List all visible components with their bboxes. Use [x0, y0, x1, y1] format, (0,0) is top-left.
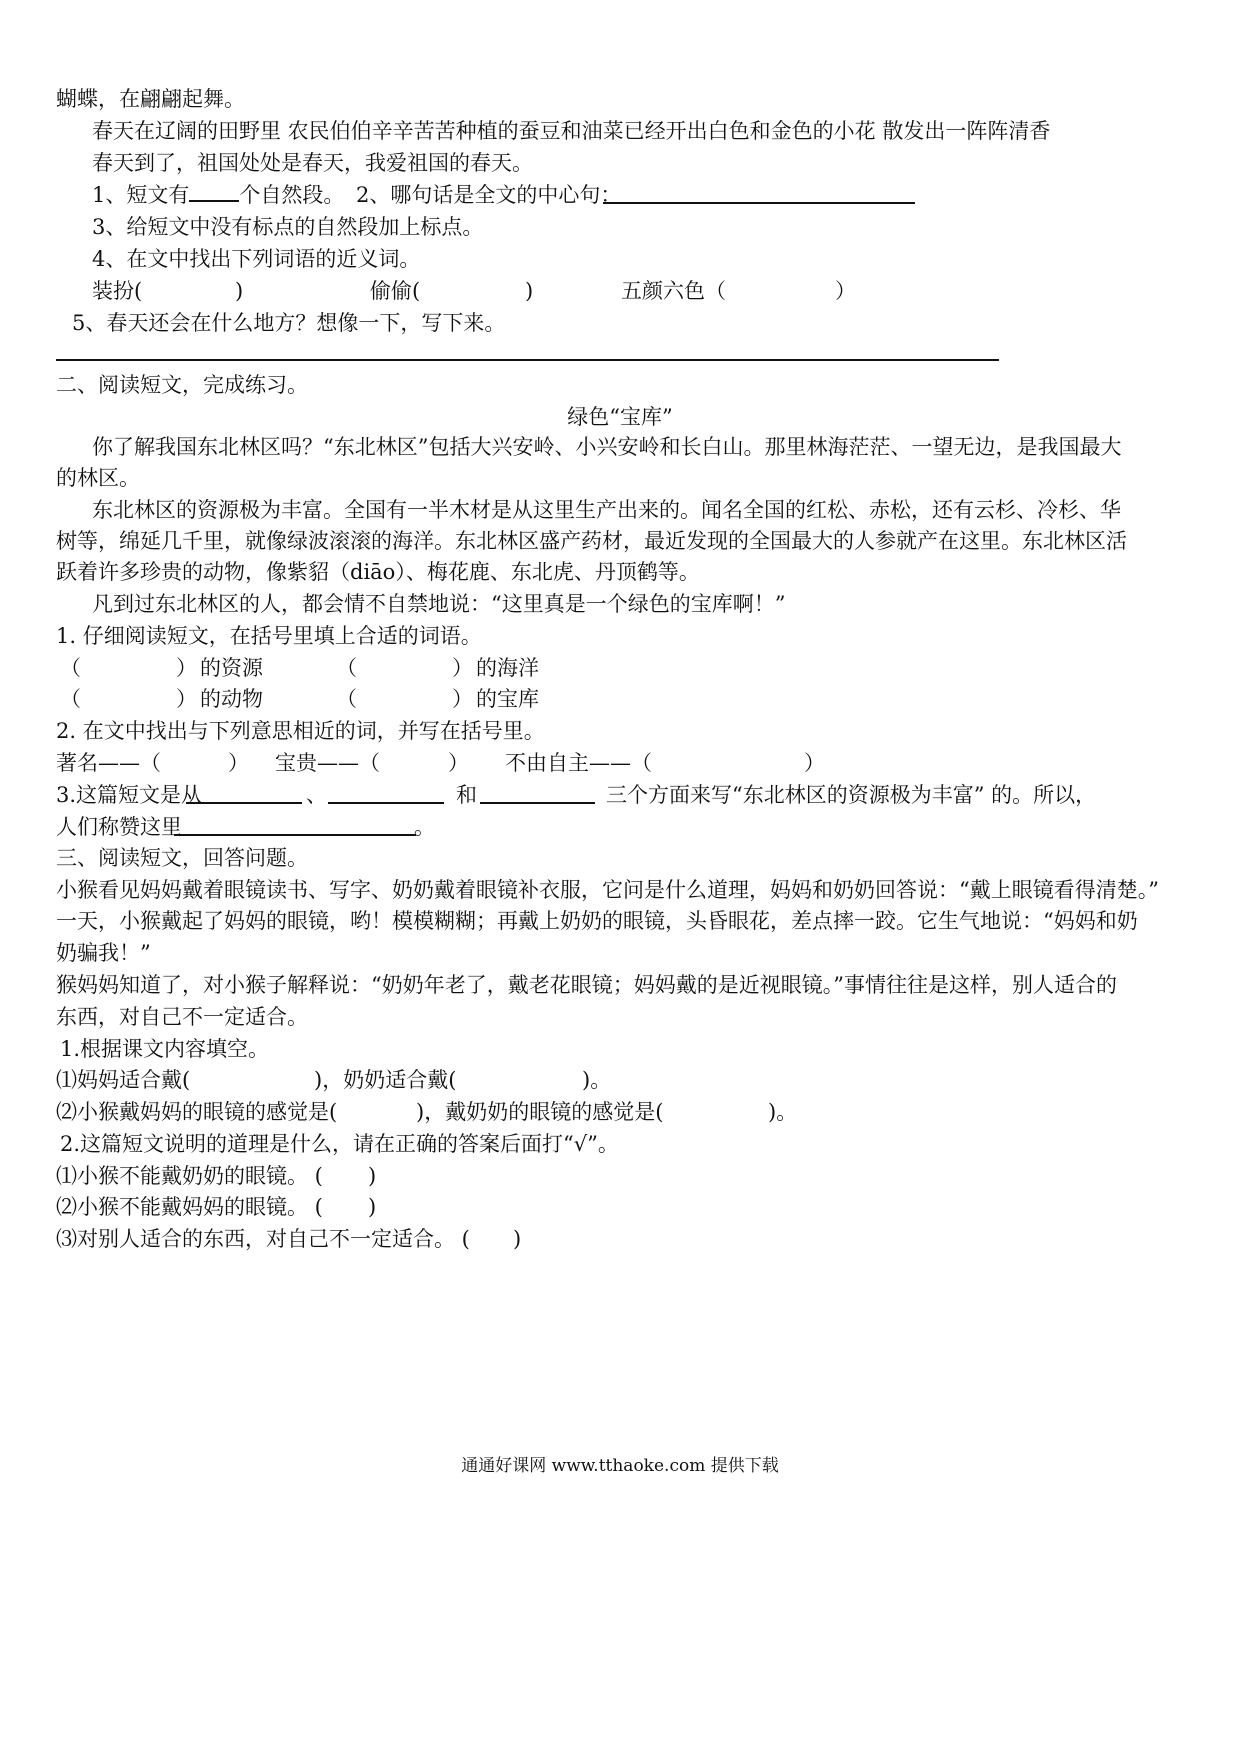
answer-line[interactable] [603, 202, 915, 204]
answer-line[interactable] [480, 802, 595, 804]
text-line: 凡到过东北林区的人，都会情不自禁地说：“这里真是一个绿色的宝库啊！” [92, 592, 786, 616]
bracket-close: ） [452, 656, 473, 680]
question-1: 1. 仔细阅读短文，在括号里填上合适的词语。 [56, 624, 482, 648]
bracket-close: ） [176, 687, 197, 711]
text-line: 跃着许多珍贵的动物，像紫貂（diāo）、梅花鹿、东北虎、丹顶鹤等。 [56, 560, 700, 584]
text-line: 春天在辽阔的田野里 农民伯伯辛辛苦苦种植的蚕豆和油菜已经开出白色和金色的小花 散发出一阵阵清香 [92, 119, 1051, 143]
bracket-close: ） [176, 656, 197, 680]
bracket-close: )。 [768, 1100, 798, 1124]
question-2: 2. 在文中找出与下列意思相近的词，并写在括号里。 [56, 719, 545, 743]
fill-feeling-nainai: )，戴奶奶的眼镜的感觉是( [416, 1100, 664, 1124]
question-5: 5、春天还会在什么地方？想像一下，写下来。 [72, 311, 506, 335]
period: 。 [414, 815, 435, 839]
synonym-buyouzizhu: 不由自主——（ [505, 751, 652, 775]
bracket-open: （ [336, 687, 357, 711]
text-line: 一天，小猴戴起了妈妈的眼镜，哟！模模糊糊；再戴上奶奶的眼镜，头昏眼花，差点摔一跤。它生气地说：“妈妈和奶 [56, 909, 1138, 933]
bracket-close: ） [835, 279, 856, 303]
question-text: 1、短文有 [92, 183, 190, 207]
bracket-close: ) [235, 279, 244, 303]
fill-mama: ⑴妈妈适合戴( [56, 1068, 191, 1092]
bracket-open: （ [60, 656, 81, 680]
text-line: 小猴看见妈妈戴着眼镜读书、写字、奶奶戴着眼镜补衣服，它问是什么道理，妈妈和奶奶回答说：“戴上眼镜看得清楚。” [56, 878, 1159, 902]
option-3: ⑶对别人适合的东西，对自己不一定适合。 ( [56, 1227, 470, 1251]
page-footer: 通通好课网 www.tthaoke.com 提供下载 [461, 1456, 779, 1476]
fill-nainai: )，奶奶适合戴( [314, 1068, 457, 1092]
synonym-zhuming: 著名——（ [56, 751, 161, 775]
answer-line[interactable] [174, 834, 416, 836]
fill-label: 的海洋 [476, 656, 539, 680]
bracket-close: ) [513, 1227, 522, 1251]
bracket-close: ） [452, 687, 473, 711]
answer-line[interactable] [56, 359, 999, 361]
answer-blank[interactable] [189, 180, 239, 202]
text-line: 你了解我国东北林区吗？“东北林区”包括大兴安岭、小兴安岭和长白山。那里林海茫茫、一望无边，是我国最大 [92, 435, 1122, 459]
bracket-close: ） [228, 751, 249, 775]
bracket-open: （ [336, 656, 357, 680]
option-1: ⑴小猴不能戴奶奶的眼镜。 ( [56, 1164, 323, 1188]
question-2: 2、哪句话是全文的中心句： [356, 183, 622, 207]
question-text: 个自然段。 [239, 183, 345, 207]
question-1: 1.根据课文内容填空。 [60, 1037, 270, 1061]
bracket-close: ) [368, 1164, 377, 1188]
text-line: 东北林区的资源极为丰富。全国有一半木材是从这里生产出来的。闻名全国的红松、赤松，还有云杉、冷杉、华 [92, 498, 1121, 522]
text-line: 东西，对自己不一定适合。 [56, 1005, 308, 1029]
question-1 [92, 180, 344, 210]
fill-feeling-mama: ⑵小猴戴妈妈的眼镜的感觉是( [56, 1100, 338, 1124]
question-2: 2.这篇短文说明的道理是什么，请在正确的答案后面打“√”。 [60, 1132, 619, 1156]
question-4: 4、在文中找出下列词语的近义词。 [92, 247, 421, 271]
question-3: 3、给短文中没有标点的自然段加上标点。 [92, 215, 484, 239]
bracket-close: ) [368, 1195, 377, 1219]
synonym-baogui: 宝贵——（ [275, 751, 380, 775]
text-line: 树等，绵延几千里，就像绿波滚滚的海洋。东北林区盛产药材，最近发现的全国最大的人参就产在这里。东北林区活 [56, 529, 1127, 553]
text-line: 猴妈妈知道了，对小猴子解释说：“奶奶年老了，戴老花眼镜；妈妈戴的是近视眼镜。”事情往往是这样，别人适合的 [56, 973, 1117, 997]
synonym-wuyanliuse: 五颜六色（ [621, 279, 726, 303]
question-text: 三个方面来写“东北林区的资源极为丰富” 的。所以， [606, 783, 1097, 807]
question-3: 3.这篇短文是从 [56, 783, 203, 807]
text-line: 蝴蝶，在翩翩起舞。 [56, 87, 245, 111]
bracket-close: ） [448, 751, 469, 775]
separator: 和 [456, 783, 477, 807]
text-line: 春天到了，祖国处处是春天，我爱祖国的春天。 [92, 151, 533, 175]
section-heading: 三、阅读短文，回答问题。 [56, 846, 308, 870]
text-line: 的林区。 [56, 466, 140, 490]
fill-label: 的资源 [200, 656, 263, 680]
separator: 、 [306, 783, 327, 807]
synonym-zhuangban: 装扮( [92, 279, 143, 303]
bracket-close: ） [804, 751, 825, 775]
option-2: ⑵小猴不能戴妈妈的眼镜。 ( [56, 1195, 323, 1219]
bracket-close: ) [525, 279, 534, 303]
answer-line[interactable] [186, 802, 302, 804]
synonym-toutou: 偷偷( [370, 279, 421, 303]
fill-label: 的动物 [200, 687, 263, 711]
bracket-close: )。 [582, 1068, 612, 1092]
text-line: 奶骗我！” [56, 941, 151, 965]
section-heading: 二、阅读短文，完成练习。 [56, 373, 308, 397]
question-text: 人们称赞这里 [56, 815, 182, 839]
fill-label: 的宝库 [476, 687, 539, 711]
bracket-open: （ [60, 687, 81, 711]
answer-line[interactable] [328, 802, 444, 804]
passage-title: 绿色“宝库” [567, 405, 673, 429]
